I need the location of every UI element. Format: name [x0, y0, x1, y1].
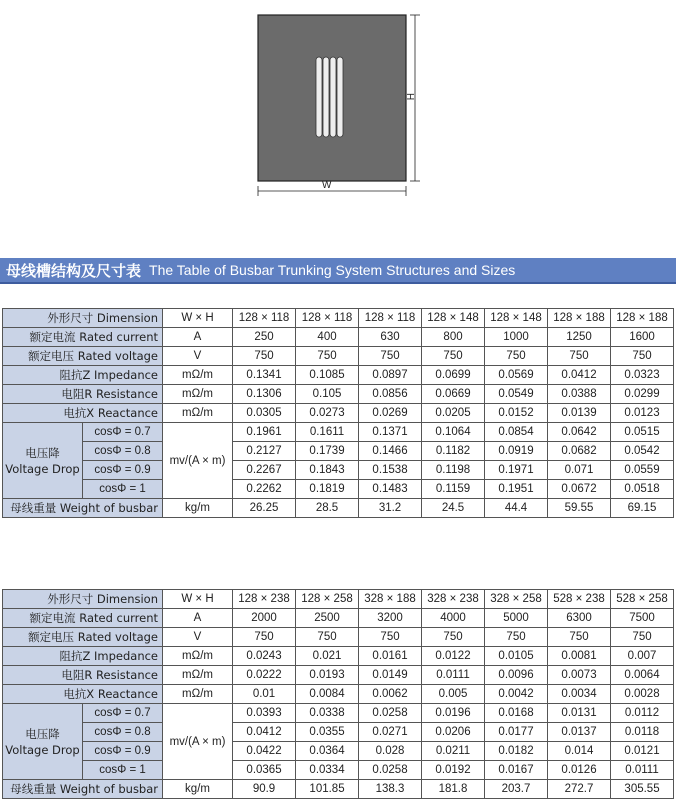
impedance-unit: mΩ/m [163, 366, 233, 385]
cell: 0.0137 [548, 723, 611, 742]
vd-cos09-row [3, 742, 674, 761]
cell: 750 [422, 628, 485, 647]
weight-row [3, 499, 674, 518]
voltage-drop-cn: 电压降 [25, 726, 60, 741]
cell: 0.2127 [233, 442, 296, 461]
cell: 750 [233, 347, 296, 366]
cell: 7500 [611, 609, 674, 628]
weight-unit: kg/m [163, 780, 233, 799]
cell: 0.0919 [485, 442, 548, 461]
cell: 128 × 118 [296, 309, 359, 328]
cell: 0.1085 [296, 366, 359, 385]
cell: 272.7 [548, 780, 611, 799]
cell: 0.0064 [611, 666, 674, 685]
cell: 0.0096 [485, 666, 548, 685]
current-unit: A [163, 609, 233, 628]
voltage-drop-unit: mv/(A × m) [163, 423, 233, 499]
cos07-label: cosΦ = 0.7 [83, 423, 163, 442]
cell: 750 [296, 628, 359, 647]
cell: 800 [422, 328, 485, 347]
cell: 0.0549 [485, 385, 548, 404]
cell: 528 × 258 [611, 590, 674, 609]
impedance-label: 阻抗Z Impedance [3, 366, 163, 385]
cell: 0.0897 [359, 366, 422, 385]
cell: 128 × 148 [422, 309, 485, 328]
cell: 0.0062 [359, 685, 422, 704]
cell: 26.25 [233, 499, 296, 518]
rated-voltage-row [3, 347, 674, 366]
cell: 0.1739 [296, 442, 359, 461]
cell: 0.0111 [611, 761, 674, 780]
rated-voltage-label: 额定电压 Rated voltage [3, 628, 163, 647]
cell: 0.1064 [422, 423, 485, 442]
busbar-cross-section-diagram [250, 10, 430, 200]
cell: 0.0672 [548, 480, 611, 499]
cell: 0.0559 [611, 461, 674, 480]
cell: 250 [233, 328, 296, 347]
section-title-english: The Table of Busbar Trunking System Structures and Sizes [149, 262, 516, 278]
cell: 0.0412 [233, 723, 296, 742]
cell: 0.0364 [296, 742, 359, 761]
cell: 0.0422 [233, 742, 296, 761]
cell: 0.0105 [485, 647, 548, 666]
spec-table-2 [2, 589, 674, 799]
cell: 0.0365 [233, 761, 296, 780]
resistance-label: 电阻R Resistance [3, 666, 163, 685]
cell: 750 [611, 347, 674, 366]
cell: 0.0269 [359, 404, 422, 423]
cell: 750 [359, 628, 422, 647]
cell: 0.0167 [485, 761, 548, 780]
cell: 0.0028 [611, 685, 674, 704]
cell: 0.0273 [296, 404, 359, 423]
cell: 0.0126 [548, 761, 611, 780]
cell: 59.55 [548, 499, 611, 518]
cell: 101.85 [296, 780, 359, 799]
cell: 328 × 258 [485, 590, 548, 609]
cell: 0.0112 [611, 704, 674, 723]
vd-cos07-row [3, 704, 674, 723]
cell: 1000 [485, 328, 548, 347]
cell: 0.0222 [233, 666, 296, 685]
vd-cos1-row [3, 480, 674, 499]
cell: 28.5 [296, 499, 359, 518]
cell: 750 [422, 347, 485, 366]
cell: 3200 [359, 609, 422, 628]
cell: 0.0412 [548, 366, 611, 385]
cell: 0.0258 [359, 704, 422, 723]
resistance-row [3, 385, 674, 404]
vd-cos08-row [3, 442, 674, 461]
cell: 750 [233, 628, 296, 647]
cell: 181.8 [422, 780, 485, 799]
vd-cos1-row [3, 761, 674, 780]
cell: 0.1371 [359, 423, 422, 442]
width-dimension-line [258, 186, 406, 196]
cell: 0.0193 [296, 666, 359, 685]
cos08-label: cosΦ = 0.8 [83, 723, 163, 742]
cell: 203.7 [485, 780, 548, 799]
dimension-label: 外形尺寸 Dimension [3, 309, 163, 328]
cell: 0.0299 [611, 385, 674, 404]
cell: 0.0192 [422, 761, 485, 780]
rated-current-row [3, 328, 674, 347]
cos07-label: cosΦ = 0.7 [83, 704, 163, 723]
voltage-drop-en: Voltage Drop [5, 461, 80, 476]
voltage-drop-unit: mv/(A × m) [163, 704, 233, 780]
cell: 328 × 238 [422, 590, 485, 609]
cell: 0.1971 [485, 461, 548, 480]
resistance-unit: mΩ/m [163, 666, 233, 685]
cell: 2500 [296, 609, 359, 628]
cell: 69.15 [611, 499, 674, 518]
cos1-label: cosΦ = 1 [83, 480, 163, 499]
cell: 750 [548, 347, 611, 366]
reactance-label: 电抗X Reactance [3, 685, 163, 704]
cell: 128 × 118 [233, 309, 296, 328]
cell: 90.9 [233, 780, 296, 799]
cell: 0.0542 [611, 442, 674, 461]
cell: 128 × 188 [548, 309, 611, 328]
w-dimension-label: W [322, 180, 332, 191]
cell: 128 × 148 [485, 309, 548, 328]
resistance-row [3, 666, 674, 685]
cell: 0.021 [296, 647, 359, 666]
h-dimension-label: H [404, 93, 415, 101]
cell: 31.2 [359, 499, 422, 518]
resistance-label: 电阻R Resistance [3, 385, 163, 404]
cell: 750 [611, 628, 674, 647]
cell: 0.01 [233, 685, 296, 704]
reactance-row [3, 404, 674, 423]
cell: 2000 [233, 609, 296, 628]
voltage-drop-cn: 电压降 [25, 445, 60, 460]
cell: 0.1466 [359, 442, 422, 461]
cell: 400 [296, 328, 359, 347]
spec-table-1 [2, 308, 674, 518]
impedance-label: 阻抗Z Impedance [3, 647, 163, 666]
cell: 0.0149 [359, 666, 422, 685]
cell: 128 × 258 [296, 590, 359, 609]
cell: 0.0081 [548, 647, 611, 666]
cell: 0.2262 [233, 480, 296, 499]
cell: 0.0271 [359, 723, 422, 742]
voltage-drop-label [3, 423, 83, 499]
cell: 0.0168 [485, 704, 548, 723]
cell: 0.0682 [548, 442, 611, 461]
dimension-row [3, 309, 674, 328]
cell: 0.1819 [296, 480, 359, 499]
cell: 0.0393 [233, 704, 296, 723]
cell: 0.0139 [548, 404, 611, 423]
cell: 0.0338 [296, 704, 359, 723]
cell: 0.0355 [296, 723, 359, 742]
cell: 4000 [422, 609, 485, 628]
cell: 0.1198 [422, 461, 485, 480]
cell: 0.0073 [548, 666, 611, 685]
current-unit: A [163, 328, 233, 347]
cell: 0.005 [422, 685, 485, 704]
impedance-row [3, 647, 674, 666]
cell: 0.0196 [422, 704, 485, 723]
weight-row [3, 780, 674, 799]
cell: 0.1843 [296, 461, 359, 480]
voltage-drop-en: Voltage Drop [5, 742, 80, 757]
dimension-label: 外形尺寸 Dimension [3, 590, 163, 609]
section-title-bar [0, 258, 676, 284]
cell: 138.3 [359, 780, 422, 799]
cell: 0.0334 [296, 761, 359, 780]
cell: 0.0854 [485, 423, 548, 442]
cell: 0.0305 [233, 404, 296, 423]
cell: 0.0258 [359, 761, 422, 780]
dimension-unit: W × H [163, 309, 233, 328]
weight-unit: kg/m [163, 499, 233, 518]
cos09-label: cosΦ = 0.9 [83, 461, 163, 480]
cell: 750 [359, 347, 422, 366]
cell: 0.105 [296, 385, 359, 404]
rated-current-row [3, 609, 674, 628]
cell: 0.1538 [359, 461, 422, 480]
dimension-unit: W × H [163, 590, 233, 609]
cell: 0.1306 [233, 385, 296, 404]
cell: 0.1961 [233, 423, 296, 442]
cell: 0.0518 [611, 480, 674, 499]
cell: 0.0206 [422, 723, 485, 742]
cell: 0.1182 [422, 442, 485, 461]
vd-cos08-row [3, 723, 674, 742]
cell: 0.0034 [548, 685, 611, 704]
cell: 0.0211 [422, 742, 485, 761]
cell: 0.0118 [611, 723, 674, 742]
cell: 1250 [548, 328, 611, 347]
cell: 0.0152 [485, 404, 548, 423]
cell: 750 [485, 628, 548, 647]
voltage-unit: V [163, 628, 233, 647]
cell: 630 [359, 328, 422, 347]
voltage-unit: V [163, 347, 233, 366]
cell: 0.0323 [611, 366, 674, 385]
cell: 0.1611 [296, 423, 359, 442]
cell: 528 × 238 [548, 590, 611, 609]
cell: 0.0205 [422, 404, 485, 423]
cell: 0.0699 [422, 366, 485, 385]
cell: 0.0111 [422, 666, 485, 685]
cell: 0.0669 [422, 385, 485, 404]
cell: 0.0131 [548, 704, 611, 723]
vd-cos09-row [3, 461, 674, 480]
reactance-unit: mΩ/m [163, 404, 233, 423]
cos1-label: cosΦ = 1 [83, 761, 163, 780]
cell: 44.4 [485, 499, 548, 518]
cell: 0.0084 [296, 685, 359, 704]
cell: 750 [485, 347, 548, 366]
cell: 128 × 188 [611, 309, 674, 328]
cell: 0.0243 [233, 647, 296, 666]
rated-current-label: 额定电流 Rated current [3, 328, 163, 347]
section-title-chinese: 母线槽结构及尺寸表 [6, 261, 142, 280]
rated-voltage-label: 额定电压 Rated voltage [3, 347, 163, 366]
cell: 128 × 118 [359, 309, 422, 328]
cell: 750 [296, 347, 359, 366]
reactance-row [3, 685, 674, 704]
cell: 0.0122 [422, 647, 485, 666]
weight-label: 母线重量 Weight of busbar [3, 780, 163, 799]
cell: 128 × 238 [233, 590, 296, 609]
reactance-unit: mΩ/m [163, 685, 233, 704]
cell: 0.1951 [485, 480, 548, 499]
impedance-unit: mΩ/m [163, 647, 233, 666]
cell: 0.0177 [485, 723, 548, 742]
cos09-label: cosΦ = 0.9 [83, 742, 163, 761]
cell: 0.1483 [359, 480, 422, 499]
dimension-row [3, 590, 674, 609]
cos08-label: cosΦ = 0.8 [83, 442, 163, 461]
cell: 0.0121 [611, 742, 674, 761]
reactance-label: 电抗X Reactance [3, 404, 163, 423]
cell: 0.0123 [611, 404, 674, 423]
cell: 0.0642 [548, 423, 611, 442]
rated-current-label: 额定电流 Rated current [3, 609, 163, 628]
cell: 0.2267 [233, 461, 296, 480]
cell: 0.0042 [485, 685, 548, 704]
cell: 0.0182 [485, 742, 548, 761]
cell: 0.0515 [611, 423, 674, 442]
cell: 24.5 [422, 499, 485, 518]
cell: 0.1159 [422, 480, 485, 499]
cell: 0.071 [548, 461, 611, 480]
cell: 305.55 [611, 780, 674, 799]
cell: 0.1341 [233, 366, 296, 385]
cell: 0.028 [359, 742, 422, 761]
cell: 5000 [485, 609, 548, 628]
cell: 0.007 [611, 647, 674, 666]
vd-cos07-row [3, 423, 674, 442]
resistance-unit: mΩ/m [163, 385, 233, 404]
cell: 0.014 [548, 742, 611, 761]
cell: 0.0161 [359, 647, 422, 666]
weight-label: 母线重量 Weight of busbar [3, 499, 163, 518]
rated-voltage-row [3, 628, 674, 647]
cell: 1600 [611, 328, 674, 347]
cell: 328 × 188 [359, 590, 422, 609]
impedance-row [3, 366, 674, 385]
cell: 750 [548, 628, 611, 647]
voltage-drop-label [3, 704, 83, 780]
cell: 0.0388 [548, 385, 611, 404]
cell: 0.0569 [485, 366, 548, 385]
cell: 6300 [548, 609, 611, 628]
cell: 0.0856 [359, 385, 422, 404]
